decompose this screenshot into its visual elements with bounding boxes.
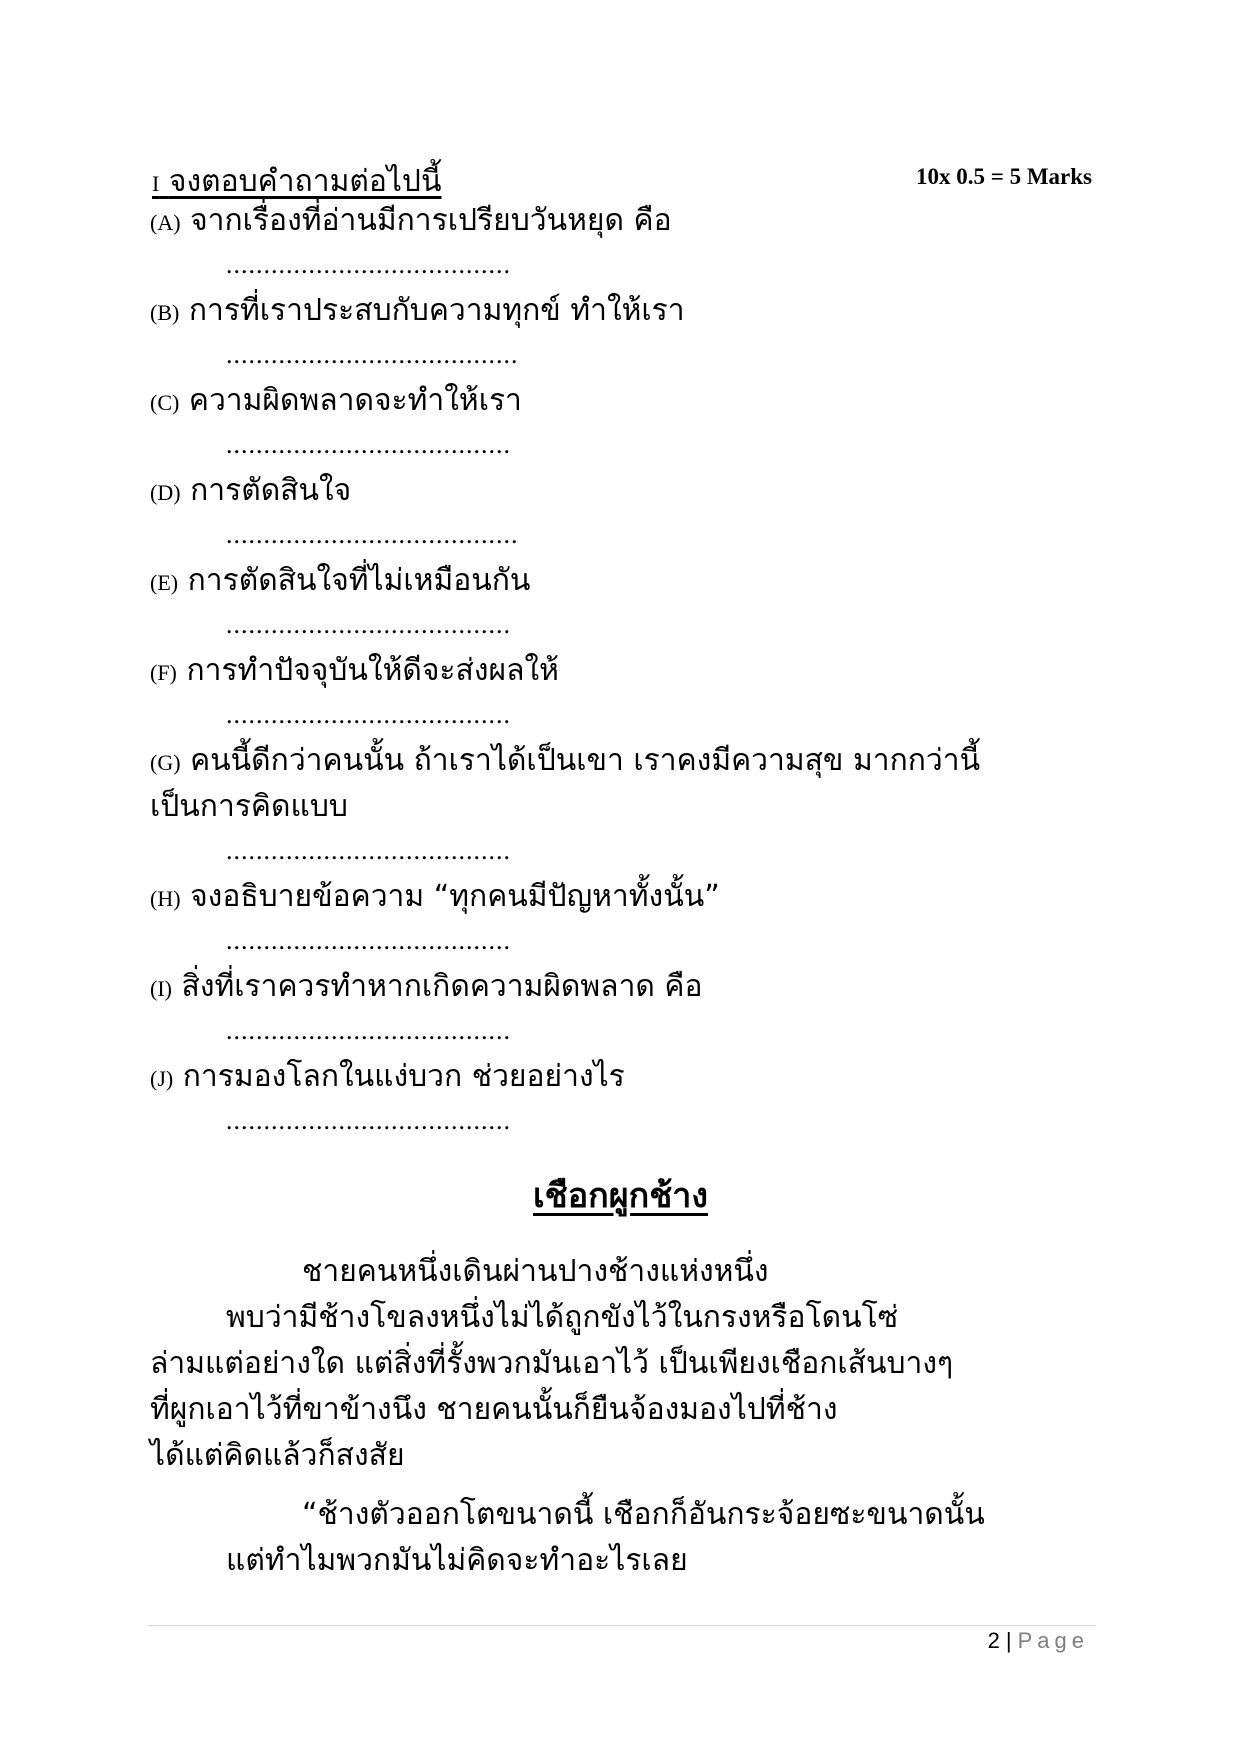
- page-label: Page: [1017, 1628, 1089, 1653]
- question-text: จากเรื่องที่อ่านมีการเปรียบวันหยุด คือ: [190, 203, 672, 238]
- question-g: [150, 738, 1040, 786]
- question-b: [150, 288, 1040, 336]
- question-text: การมองโลกในแง่บวก ช่วยอย่างไร: [182, 1059, 625, 1094]
- question-d: [150, 468, 1040, 516]
- answer-line-b: .......................................: [226, 340, 519, 369]
- page-number: 2: [987, 1628, 1000, 1653]
- question-label: (G): [150, 750, 181, 775]
- question-label: (B): [150, 300, 180, 325]
- question-label: (I): [150, 976, 172, 1001]
- answer-line-g: ......................................: [226, 836, 511, 865]
- question-label: (D): [150, 480, 181, 505]
- page-footer: [988, 1628, 1089, 1654]
- question-label: (A): [150, 210, 181, 235]
- answer-line-e: ......................................: [226, 610, 511, 639]
- answer-line-d: .......................................: [226, 520, 519, 549]
- question-text: การทำปัจจุบันให้ดีจะส่งผลให้: [186, 653, 559, 688]
- question-e: [150, 558, 1040, 606]
- story-paragraph-line: พบว่ามีช้างโขลงหนึ่งไม่ได้ถูกขังไว้ในกรงหรือโดนโซ่: [226, 1300, 899, 1335]
- question-label: (H): [150, 886, 181, 911]
- question-text: จงอธิบายข้อความ “ทุกคนมีปัญหาทั้งนั้น”: [190, 879, 720, 914]
- question-text: สิ่งที่เราควรทำหากเกิดความผิดพลาด คือ: [181, 969, 703, 1004]
- question-label: (E): [150, 570, 179, 595]
- question-f: [150, 648, 1040, 696]
- answer-line-c: ......................................: [226, 430, 511, 459]
- question-text: การตัดสินใจ: [190, 473, 352, 508]
- answer-line-j: ......................................: [226, 1106, 511, 1135]
- question-label: (F): [150, 660, 177, 685]
- footer-divider: [148, 1625, 1096, 1626]
- section-title-text: จงตอบคำถามต่อไปนี้: [168, 164, 442, 199]
- question-text: การตัดสินใจที่ไม่เหมือนกัน: [187, 563, 531, 598]
- answer-line-i: ......................................: [226, 1016, 511, 1045]
- question-text: คนนี้ดีกว่าคนนั้น ถ้าเราได้เป็นเขา เราคงมีความสุข มากกว่านี้: [190, 743, 981, 778]
- story-paragraph-line: ได้แต่คิดแล้วก็สงสัย: [150, 1438, 405, 1473]
- story-paragraph-line: ชายคนหนึ่งเดินผ่านปางช้างแห่งหนึ่ง: [302, 1254, 769, 1289]
- answer-line-f: ......................................: [226, 700, 511, 729]
- marks-allocation: 10x 0.5 = 5 Marks: [915, 164, 1092, 189]
- answer-line-a: ......................................: [226, 250, 511, 279]
- story-paragraph-line: แต่ทำไมพวกมันไม่คิดจะทำอะไรเลย: [226, 1543, 688, 1578]
- question-g-continued: [150, 784, 1040, 830]
- question-label: (C): [150, 390, 180, 415]
- story-title: เชือกผูกช้าง: [533, 1176, 708, 1216]
- question-text: ความผิดพลาดจะทำให้เรา: [188, 383, 522, 418]
- footer-separator: |: [1005, 1628, 1012, 1653]
- question-a: [150, 198, 1040, 246]
- question-label: (J): [150, 1066, 174, 1091]
- question-h: [150, 874, 1040, 922]
- question-text-continued: เป็นการคิดแบบ: [150, 789, 348, 824]
- answer-line-h: ......................................: [226, 926, 511, 955]
- question-text: การที่เราประสบกับความทุกข์ ทำให้เรา: [188, 293, 685, 328]
- question-c: [150, 378, 1040, 426]
- question-i: [150, 964, 1040, 1012]
- story-paragraph-line: ล่ามแต่อย่างใด แต่สิ่งที่รั้งพวกมันเอาไว้ เป็นเพียงเชือกเส้นบางๆ: [150, 1346, 954, 1381]
- story-paragraph-line: ที่ผูกเอาไว้ที่ขาข้างนึง ชายคนนั้นก็ยืนจ้องมองไปที่ช้าง: [150, 1392, 838, 1427]
- story-paragraph-line: “ช้างตัวออกโตขนาดนี้ เชือกก็อันกระจ้อยซะขนาดนั้น: [302, 1497, 985, 1532]
- section-roman-numeral: I: [152, 171, 160, 196]
- question-j: [150, 1054, 1040, 1102]
- section-header: [152, 158, 1092, 198]
